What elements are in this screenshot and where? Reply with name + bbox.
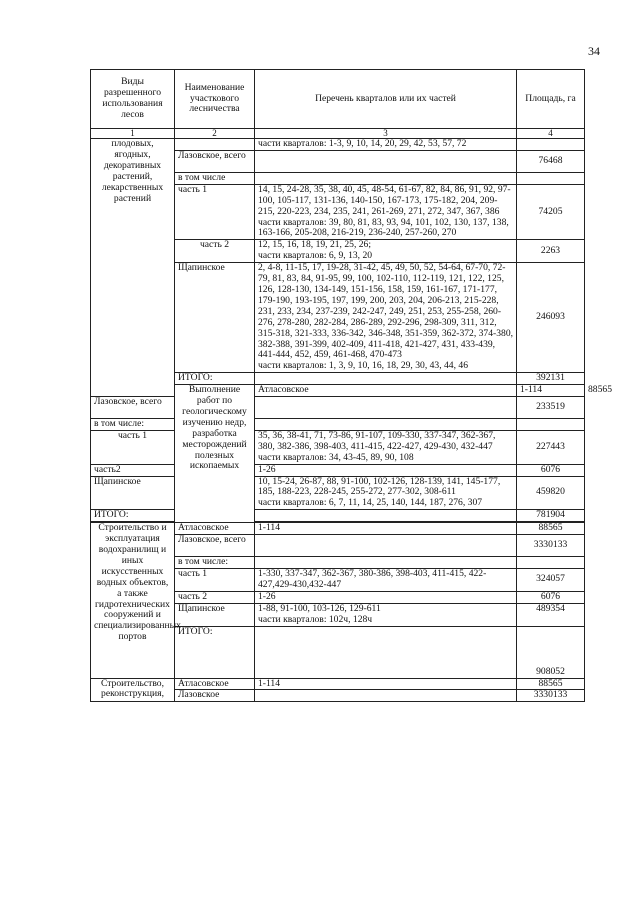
area-cell (517, 419, 585, 431)
forestry-cell: Лазовское, всего (175, 150, 255, 172)
quarters-cell (255, 557, 517, 569)
quarters-cell (255, 172, 517, 184)
forestry-cell: в том числе: (91, 419, 175, 431)
header-quarters: Перечень кварталов или их частей (255, 70, 517, 129)
table-row (91, 523, 585, 535)
use-type-cell: плодовых, ягодных, декоративных растений, лекарственных растений (91, 139, 175, 397)
quarters-cell (255, 240, 517, 263)
forestry-cell: часть 2 (175, 240, 255, 263)
area-cell: 3330133 (517, 690, 585, 702)
quarters-cell (255, 476, 517, 510)
forestry-cell: Лазовское, всего (91, 397, 175, 419)
quarters-cell: 1-114 (255, 678, 517, 690)
total-area: 392131 (517, 373, 585, 385)
forestry-cell: Щапинское (175, 603, 255, 626)
area-cell: 489354 (517, 603, 585, 626)
area-cell (517, 557, 585, 569)
total-label: ИТОГО: (175, 373, 255, 385)
quarters-cell: 1-114 (517, 385, 585, 397)
quarters-cell (255, 150, 517, 172)
partial-quarters: части кварталов: 102ч, 128ч (258, 613, 373, 625)
table-row: Выполнение работ по геологическому изучению недр, разработка месторождений полезных ископаемых Атласовское 1-114 88565 (91, 385, 585, 397)
quarters-list: 1-88, 91-100, 103-126, 129-611 (258, 602, 381, 614)
header-area: Площадь, га (517, 70, 585, 129)
forestry-cell: Лазовское, всего (175, 535, 255, 557)
forestry-cell: Атласовское (255, 385, 517, 397)
table-row (91, 397, 585, 419)
forestry-cell (175, 139, 255, 151)
total-label: ИТОГО: (91, 510, 175, 522)
area-cell: 76468 (517, 150, 585, 172)
column-index: 3 (255, 129, 517, 139)
quarters-cell: 1-26 (255, 591, 517, 603)
area-cell (517, 172, 585, 184)
quarters-cell (255, 419, 517, 431)
table-row (91, 464, 585, 476)
area-cell: 324057 (517, 569, 585, 592)
table-row (91, 678, 585, 690)
quarters-list: 12, 15, 16, 18, 19, 21, 25, 26; (258, 239, 371, 251)
area-cell (517, 139, 585, 151)
table-row (91, 419, 585, 431)
quarters-cell (255, 535, 517, 557)
forestry-cell: Атласовское (175, 678, 255, 690)
page-number: 34 (588, 44, 600, 58)
quarters-list: 10, 15-24, 26-87, 88, 91-100, 102-126, 128-139, 141, 145-177, 185, 188-223, 228-245, 255-272, 277-302, 308-611 (258, 475, 501, 498)
table-row (91, 139, 585, 151)
partial-quarters: части кварталов: 39, 80, 81, 83, 93, 94, 101, 102, 130, 137, 138, 163-166, 205-208, 216-219, 236-240, 257-260, 270 (258, 216, 509, 239)
table-header-row (91, 70, 585, 129)
partial-quarters: части кварталов: 34, 43-45, 89, 90, 108 (258, 451, 414, 463)
use-type-cell: Выполнение работ по геологическому изучению недр, разработка месторождений полезных ископаемых (175, 385, 255, 523)
forestry-cell: Щапинское (91, 476, 175, 510)
quarters-list: 35, 36, 38-41, 71, 73-86, 91-107, 109-330, 337-347, 362-367, 380, 382-386, 398-403, 411-415, 422-427, 429-430, 432-447 (258, 429, 496, 452)
quarters-cell: 1-330, 337-347, 362-367, 380-386, 398-403, 411-415, 422-427,429-430,432-447 (255, 569, 517, 592)
quarters-list: 14, 15, 24-28, 35, 38, 40, 45, 48-54, 61-67, 82, 84, 86, 91, 92, 97-100, 105-117, 131-136, 140-150, 167-173, 175-182, 204, 209-215, 220-223, 234, 235, 241, 261-269, 271, 272, 347, 367, 386 (258, 183, 511, 217)
total-row (91, 510, 585, 522)
quarters-cell (255, 626, 517, 678)
quarters-cell (255, 510, 517, 522)
quarters-cell (255, 263, 517, 373)
area-cell: 88565 (517, 678, 585, 690)
forestry-cell: Лазовское (175, 690, 255, 702)
quarters-cell (255, 373, 517, 385)
partial-quarters: части кварталов: 6, 9, 13, 20 (258, 250, 373, 262)
forestry-cell: в том числе (175, 172, 255, 184)
column-index: 4 (517, 129, 585, 139)
header-forestry: Наименование участкового лесничества (175, 70, 255, 129)
quarters-list: 2, 4-8, 11-15, 17, 19-28, 31-42, 45, 49, 50, 52, 54-64, 67-70, 72-79, 81, 83, 84, 91-95, 99, 100, 102-110, 112-119, 121, 122, 125, 126, 128-130, 134-149, 151-156, 158, 159, 161-167, 171-177, 179-190, 193-195, 197, 199, 200, 203, 204, 206-213, 215-228, 231, 233, 234, 237-239, 242-247, 249, 251, 253, 255-258, 260-276, 278-280, 282-284, 286-289, 292-296, 298-309, 311, 312, 315-318, 321-333, 336-342, 346-348, 351-359, 362-372, 374-380, 382-388, 391-399, 402-409, 411-418, 421-427, 431, 433-439, 441-444, 452, 459, 461-468, 470-473 (258, 262, 514, 361)
total-area: 908052 (517, 626, 585, 678)
area-cell: 6076 (517, 464, 585, 476)
forestry-cell: часть2 (91, 464, 175, 476)
header-use-type: Виды разрешенного использования лесов (91, 70, 175, 129)
use-type-cell: Строительство и эксплуатация водохранилищ и иных искусственных водных объектов, а также гидротехнических сооружений и специализированных портов (91, 523, 175, 678)
area-cell: 6076 (517, 591, 585, 603)
forestry-cell: часть 1 (175, 569, 255, 592)
quarters-cell (255, 690, 517, 702)
quarters-cell: 1-26 (255, 464, 517, 476)
forestry-cell: Щапинское (175, 263, 255, 373)
total-label: ИТОГО: (175, 626, 255, 678)
forest-use-table (90, 69, 612, 702)
area-cell: 459820 (517, 476, 585, 510)
partial-quarters: части кварталов: 6, 7, 11, 14, 25, 140, 144, 187, 276, 307 (258, 497, 483, 509)
quarters-cell (255, 430, 517, 464)
column-index-row (91, 129, 585, 139)
forestry-cell: часть 1 (91, 430, 175, 464)
total-area: 781904 (517, 510, 585, 522)
quarters-cell: части кварталов: 1-3, 9, 10, 14, 20, 29, 42, 53, 57, 72 (255, 139, 517, 151)
area-cell: 233519 (517, 397, 585, 419)
quarters-cell (255, 184, 517, 240)
table-row (91, 476, 585, 510)
quarters-cell: 1-114 (255, 523, 517, 535)
forestry-cell: часть 1 (175, 184, 255, 240)
table-row (91, 430, 585, 464)
area-cell: 246093 (517, 263, 585, 373)
forestry-cell: часть 2 (175, 591, 255, 603)
quarters-cell (255, 397, 517, 419)
area-cell: 74205 (517, 184, 585, 240)
forestry-cell: в том числе: (175, 557, 255, 569)
area-cell: 88565 (517, 523, 585, 535)
forestry-cell: Атласовское (175, 523, 255, 535)
area-cell: 3330133 (517, 535, 585, 557)
column-index: 1 (91, 129, 175, 139)
area-cell: 2263 (517, 240, 585, 263)
partial-quarters: части кварталов: 1, 3, 9, 10, 16, 18, 29, 30, 43, 44, 46 (258, 360, 468, 372)
area-cell: 227443 (517, 430, 585, 464)
quarters-cell (255, 603, 517, 626)
column-index: 2 (175, 129, 255, 139)
use-type-cell: Строительство, реконструкция, (91, 678, 175, 702)
